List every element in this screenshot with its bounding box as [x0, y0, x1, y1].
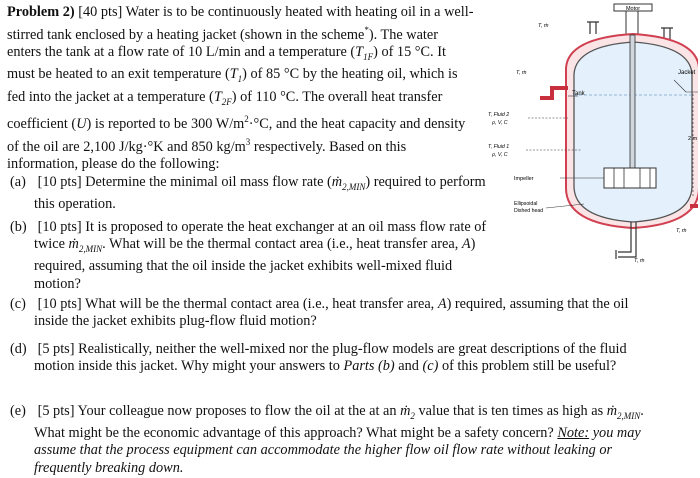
intro-text: ) of 15 °C. It must be heated to an exit temperature ( — [7, 43, 446, 83]
subscript: 1 — [237, 74, 243, 85]
fluid1-label-line2: ρ, V, C — [492, 152, 508, 158]
part-e-text: . What might be the economic advantage of this approach? What might be a safety concern? — [34, 403, 644, 442]
part-a-label: (a) — [10, 174, 26, 190]
fluid1-label — [488, 144, 509, 158]
part-b-text: . What will be the thermal contact area (i.e., heat transfer area, — [102, 236, 462, 253]
motor-mount — [626, 11, 638, 35]
fluid2-label — [488, 112, 509, 126]
part-e — [10, 403, 644, 477]
superscript: 2 — [244, 114, 249, 125]
part-a — [10, 174, 500, 213]
problem-intro — [7, 4, 475, 174]
symbol-T: T — [213, 88, 222, 105]
impeller-label: Impeller — [514, 176, 534, 182]
intro-text: ) is reported to be 300 W/m — [86, 116, 245, 133]
part-d — [10, 341, 644, 376]
symbol-A: A — [461, 236, 471, 253]
part-b-text: ) required, assuming that the oil inside the jacket exhibits well-mixed fluid motion? — [34, 236, 476, 292]
part-d-text: of this problem still be useful? — [438, 358, 617, 375]
symbol-mdot: ṁ — [331, 174, 343, 190]
part-a-text: [10 pts] Determine the minimal oil mass flow rate ( — [34, 174, 332, 190]
part-c — [10, 296, 644, 331]
symbol-A: A — [437, 296, 447, 312]
fluid2-label-line1: T, Fluid 2 — [488, 112, 510, 118]
top-inlet-pipe — [587, 22, 599, 34]
subscript: 2,MIN — [617, 410, 641, 421]
part-d-text: and — [394, 358, 423, 375]
part-e-text: value that is ten times as high as — [414, 403, 607, 419]
symbol-T: T — [355, 43, 364, 60]
tank-label: Tank — [572, 91, 585, 97]
part-d-label: (d) — [10, 341, 27, 357]
symbol-mdot: ṁ — [68, 236, 79, 253]
part-b-text: [10 pts] It is proposed to operate the heat exchanger at an oil mass flow rate of twice — [34, 219, 487, 253]
stirred-tank-diagram — [484, 0, 698, 296]
intro-text: Water is to be continuously heated with heating oil in a well-stirred tank enclosed by a heating jacket (shown in the scheme — [7, 4, 474, 43]
part-d-ref: Parts (b) — [343, 358, 395, 375]
subscript: 2 — [410, 410, 415, 421]
note-text: you may assume that the process equipment can accommodate the higher flow oil flow rate without leaking or frequently breaking down. — [34, 425, 641, 476]
head-label-line1: Ellipsoidal — [514, 201, 538, 207]
subscript: 1F — [363, 51, 374, 62]
part-c-label: (c) — [10, 296, 26, 312]
part-d-ref: (c) — [422, 358, 439, 375]
note-label: Note: — [557, 425, 590, 442]
intro-text: ) of 110 °C. The overall heat transfer coefficient ( — [7, 88, 443, 133]
stream-top-label: T, ṁ — [538, 23, 549, 29]
subscript: 2,MIN — [78, 244, 103, 255]
part-b-label: (b) — [10, 219, 27, 235]
intro-text: ) of 85 °C by the heating oil, which is fed into the jacket at a temperature ( — [7, 66, 458, 105]
agitator-shaft — [630, 35, 635, 188]
part-d-text: [5 pts] Realistically, neither the well-mixed nor the plug-flow models are great descriptions of the fluid motion inside this jacket. Why might your answers to — [34, 341, 627, 375]
part-e-label: (e) — [10, 403, 26, 419]
fluid1-label-line1: T, Fluid 1 — [488, 144, 510, 150]
superscript: 3 — [245, 136, 251, 147]
problem-points: [40 pts] — [78, 4, 123, 20]
motor-label: Motor — [625, 6, 641, 12]
fluid2-label-line2: ρ, V, C — [492, 120, 508, 126]
part-b — [10, 219, 500, 293]
stream-oil-in-label: T, ṁ — [516, 70, 527, 76]
subscript: 2,MIN — [342, 181, 366, 192]
height-label: 2 m — [688, 136, 698, 142]
oil-inlet-pipe — [540, 88, 568, 98]
symbol-mdot: ṁ — [606, 403, 618, 419]
stream-right-label: T, ṁ — [676, 228, 687, 234]
part-c-text: ) required, assuming that the oil inside the jacket exhibits plug-flow fluid motion? — [34, 296, 629, 330]
symbol-mdot: ṁ — [400, 403, 411, 419]
impeller-blades — [604, 168, 656, 188]
intro-text: ·°C, and the heat capacity and density of the oil are 2,100 J/kg·°K and 850 kg/m — [7, 116, 466, 155]
problem-label: Problem 2) — [7, 4, 75, 20]
symbol-T: T — [229, 66, 238, 83]
stream-bottom-label: T, ṁ — [634, 258, 645, 264]
intro-text: respectively. Based on this information, please do the following: — [7, 138, 407, 173]
intro-text: ). The water enters the tank at a flow rate of 10 L/min and a temperature ( — [7, 26, 439, 60]
part-e-text: [5 pts] Your colleague now proposes to flow the oil at the at an — [34, 403, 401, 419]
intro-footnote-mark: * — [364, 24, 369, 35]
jacket-label: Jacket — [678, 70, 696, 76]
head-label-line2: Dished head — [514, 208, 544, 214]
part-a-text: ) required to perform this operation. — [34, 174, 486, 213]
part-c-text: [10 pts] What will be the thermal contact area (i.e., heat transfer area, — [34, 296, 438, 312]
subscript: 2F — [221, 96, 232, 107]
head-label — [514, 201, 543, 214]
symbol-U: U — [76, 116, 87, 133]
